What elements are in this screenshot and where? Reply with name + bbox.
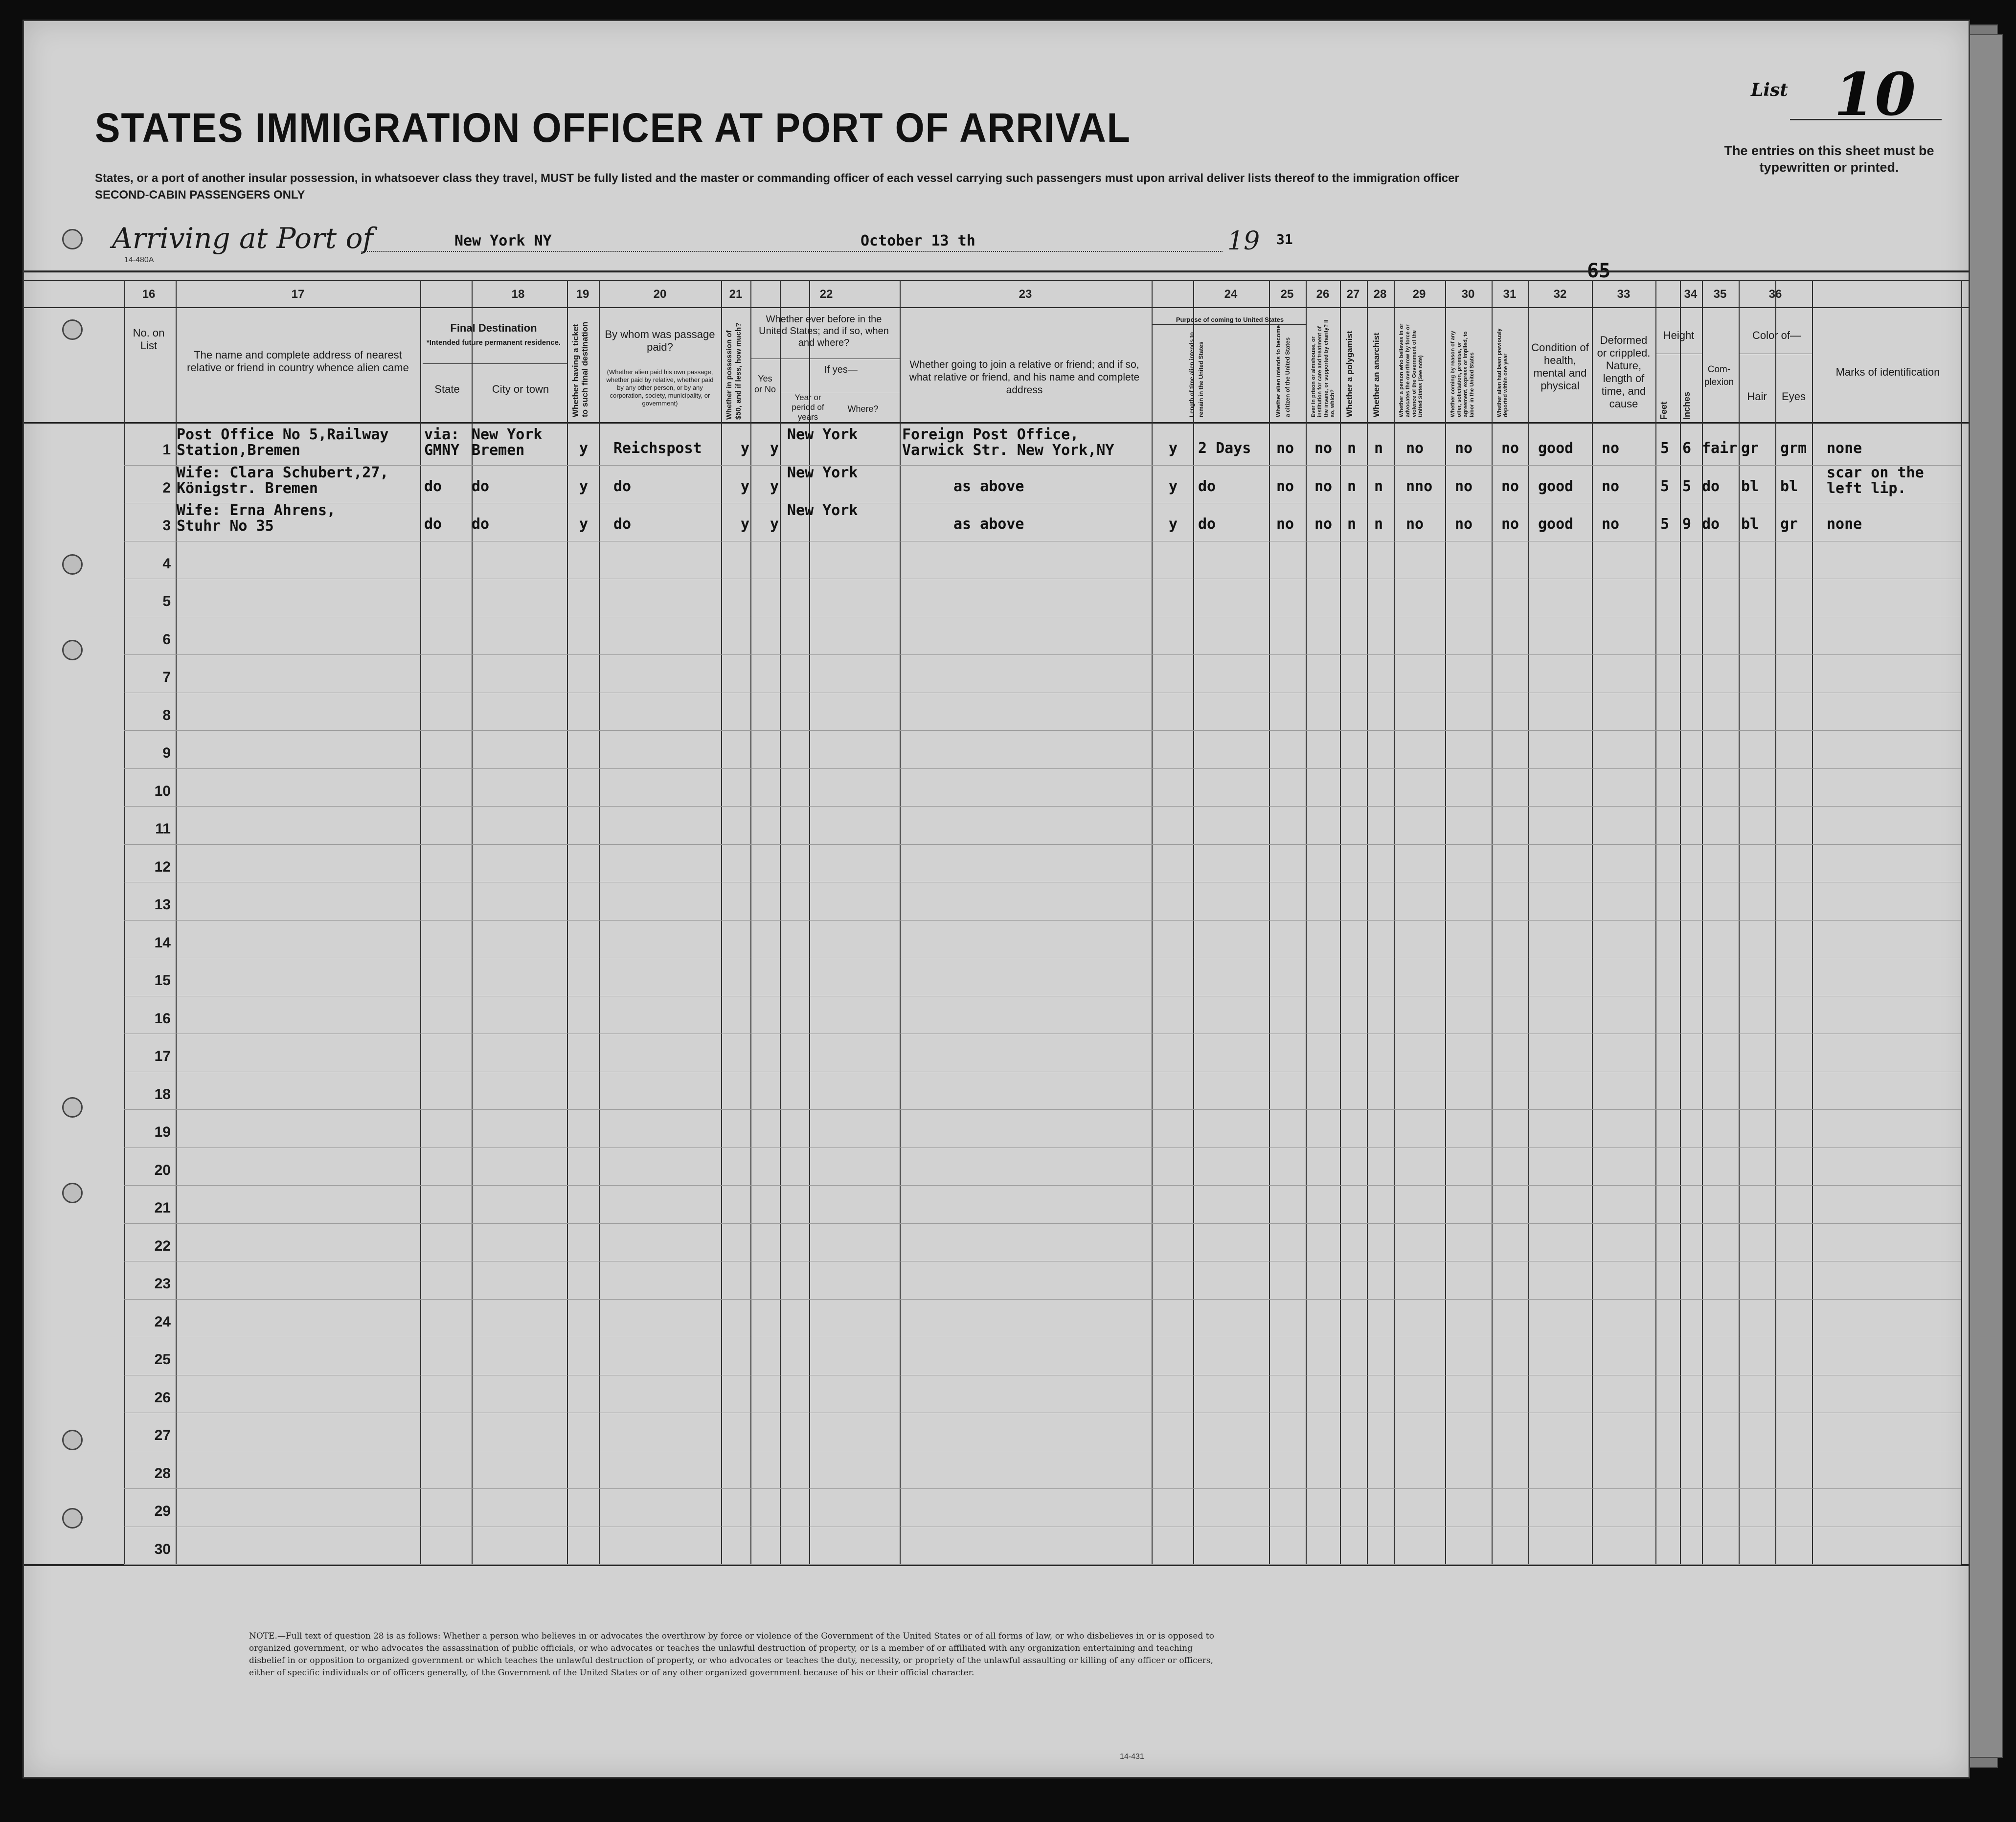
column-number: 18 bbox=[511, 288, 525, 301]
cell-citizen: no bbox=[1276, 477, 1294, 495]
binding-hole bbox=[62, 319, 83, 340]
row-rule bbox=[124, 1147, 1961, 1148]
cell-purpose: y bbox=[1169, 477, 1178, 495]
header-q29: Whether coming by reason of any offer, solicitation, promise, or agreement, express or implied, to labor in the United States bbox=[1450, 331, 1475, 417]
column-number: 29 bbox=[1412, 288, 1426, 301]
column-number: 23 bbox=[1019, 288, 1032, 301]
row-rule bbox=[124, 1299, 1961, 1300]
cell-join: as above bbox=[953, 516, 1024, 533]
row-number: 24 bbox=[154, 1313, 171, 1330]
column-number: 30 bbox=[1461, 288, 1475, 301]
cell-hair: bl bbox=[1741, 477, 1759, 495]
header-q28: Whether a person who believes in or advocates the overthrow by force or violence of the Government of the United States (See note) bbox=[1399, 323, 1424, 417]
cell-q30: no bbox=[1501, 440, 1519, 457]
column-rule bbox=[567, 280, 568, 1564]
cell-eyes: gr bbox=[1780, 516, 1798, 533]
cell-q29: no bbox=[1455, 516, 1473, 533]
row-rule bbox=[124, 768, 1961, 769]
intro-cabin-class: SECOND-CABIN PASSENGERS ONLY bbox=[95, 188, 305, 202]
rule-numbers bbox=[24, 307, 1969, 308]
row-number: 6 bbox=[162, 631, 171, 648]
column-number: 24 bbox=[1224, 288, 1238, 301]
date-value: October 13 th bbox=[861, 232, 975, 249]
row-number: 25 bbox=[154, 1351, 171, 1368]
column-rule bbox=[1152, 280, 1153, 1564]
cell-state: do bbox=[424, 477, 442, 495]
header-inches: Inches bbox=[1682, 391, 1692, 420]
header-paid-by-note: (Whether alien paid his own passage, whether paid by relative, whether paid by any other person, or by any corporation, society, municipality, or government) bbox=[606, 368, 714, 407]
column-rule bbox=[1961, 280, 1962, 1564]
cell-where: New York bbox=[787, 502, 858, 519]
cell-feet: 5 bbox=[1660, 477, 1670, 495]
cell-marks: none bbox=[1827, 516, 1862, 533]
column-number: 17 bbox=[291, 288, 305, 301]
row-rule bbox=[124, 844, 1961, 845]
header-city: City or town bbox=[492, 383, 549, 395]
header-purpose: Purpose of coming to United States bbox=[1176, 316, 1284, 323]
row-rule bbox=[124, 1109, 1961, 1110]
row-number: 13 bbox=[154, 897, 171, 913]
cell-feet: 5 bbox=[1660, 440, 1670, 457]
column-rule bbox=[900, 280, 901, 1564]
cell-q28: no bbox=[1406, 440, 1424, 457]
column-rule bbox=[1492, 280, 1493, 1564]
header-possession: Whether in possession of $50, and if less, how much? bbox=[725, 322, 743, 420]
cell-relative: Wife: Erna Ahrens, bbox=[177, 502, 336, 519]
column-rule bbox=[1394, 280, 1395, 1564]
header-nearest-relative: The name and complete address of nearest relative or friend in country whence alien came bbox=[187, 349, 409, 374]
manifest-sheet bbox=[23, 20, 1970, 1778]
cell-relative: Station,Bremen bbox=[177, 442, 300, 459]
row-number: 27 bbox=[154, 1427, 171, 1443]
row-number: 15 bbox=[154, 972, 171, 989]
cell-money: y bbox=[741, 477, 750, 495]
header-citizen: Whether alien intends to become a citizen of the United States bbox=[1275, 325, 1291, 417]
binding-hole bbox=[62, 1430, 83, 1450]
cell-paid: do bbox=[613, 477, 632, 495]
column-rule bbox=[472, 280, 473, 1564]
cell-marks: scar on the left lip. bbox=[1827, 464, 1924, 497]
column-rule bbox=[599, 280, 600, 1564]
binding-hole bbox=[62, 640, 83, 660]
column-rule bbox=[1269, 280, 1270, 1564]
column-rule bbox=[1739, 280, 1740, 1564]
cell-eyes: grm bbox=[1780, 440, 1807, 457]
column-rule bbox=[1655, 280, 1656, 1564]
column-rule bbox=[1702, 280, 1703, 1564]
column-number: 26 bbox=[1316, 288, 1330, 301]
cell-anarch: n bbox=[1374, 440, 1383, 457]
cell-complexion: do bbox=[1702, 477, 1720, 495]
row-number: 21 bbox=[154, 1200, 171, 1216]
column-number: 16 bbox=[142, 288, 156, 301]
column-rule bbox=[1775, 280, 1776, 1564]
cell-length: do bbox=[1198, 477, 1216, 495]
binding-hole bbox=[62, 1097, 83, 1118]
form-code-top: 14-480A bbox=[124, 256, 154, 264]
column-rule bbox=[420, 280, 421, 1564]
cell-prison: no bbox=[1314, 440, 1333, 457]
cell-before: y bbox=[770, 440, 779, 457]
row-number: 2 bbox=[162, 479, 171, 496]
row-number: 7 bbox=[162, 669, 171, 685]
header-prison: Ever in prison or almshouse, or institution for care and treatment of the insane, or supported by charity? If so, which? bbox=[1311, 319, 1336, 417]
stamp-number: 65 bbox=[1587, 260, 1611, 282]
cell-anarch: n bbox=[1374, 516, 1383, 533]
cell-feet: 5 bbox=[1660, 516, 1670, 533]
cell-state: GMNY bbox=[424, 442, 460, 459]
cell-state: do bbox=[424, 516, 442, 533]
column-rule bbox=[1306, 280, 1307, 1564]
cell-city: do bbox=[472, 477, 490, 495]
list-number: 10 bbox=[1834, 60, 1916, 129]
cell-q29: no bbox=[1455, 477, 1473, 495]
rule-header-bottom bbox=[24, 422, 1969, 424]
cell-q29: no bbox=[1455, 440, 1473, 457]
row-number: 11 bbox=[155, 821, 171, 837]
header-color-of: Color of— bbox=[1752, 329, 1801, 341]
row-number: 5 bbox=[162, 593, 171, 609]
row-number: 23 bbox=[154, 1276, 171, 1292]
header-q30: Whether alien had been previously deported within one year bbox=[1496, 328, 1509, 417]
row-number: 17 bbox=[154, 1048, 171, 1064]
header-state: State bbox=[434, 383, 460, 395]
row-rule bbox=[124, 1223, 1961, 1224]
cell-join: Foreign Post Office, bbox=[902, 426, 1079, 443]
cell-inches: 9 bbox=[1682, 516, 1692, 533]
row-rule bbox=[124, 1488, 1961, 1489]
cell-ticket: y bbox=[579, 440, 589, 457]
subheader-rule bbox=[423, 363, 567, 364]
column-number: 27 bbox=[1346, 288, 1360, 301]
year-prefix: 19 bbox=[1227, 226, 1260, 256]
header-marks: Marks of identification bbox=[1835, 366, 1940, 378]
cell-inches: 5 bbox=[1682, 477, 1692, 495]
cell-citizen: no bbox=[1276, 440, 1294, 457]
cell-city: Bremen bbox=[472, 442, 525, 459]
cell-hair: gr bbox=[1741, 440, 1759, 457]
row-number: 16 bbox=[154, 1010, 171, 1027]
header-final-destination: Final Destination bbox=[450, 322, 537, 334]
row-number: 4 bbox=[162, 555, 171, 572]
row-number: 19 bbox=[154, 1124, 171, 1140]
row-number: 28 bbox=[154, 1465, 171, 1482]
arriving-label: Arriving at Port of bbox=[112, 222, 373, 255]
column-rule bbox=[1193, 280, 1194, 1564]
header-eyes: Eyes bbox=[1782, 390, 1806, 403]
cell-before: y bbox=[770, 477, 779, 495]
header-joining: Whether going to join a relative or friend; and if so, what relative or friend, and his name and complete address bbox=[909, 359, 1140, 396]
row-number: 30 bbox=[154, 1541, 171, 1557]
header-yes-no: Yes or No bbox=[754, 374, 776, 394]
rule-top bbox=[24, 270, 1969, 272]
header-no-on-list: No. on List bbox=[133, 327, 165, 352]
page-title: STATES IMMIGRATION OFFICER AT PORT OF ARRIVAL bbox=[95, 105, 1131, 151]
column-rule bbox=[1812, 280, 1813, 1564]
header-year-period: Year or period of years bbox=[792, 393, 824, 422]
year-value: 31 bbox=[1276, 231, 1293, 247]
header-if-yes: If yes— bbox=[824, 364, 858, 375]
list-underline bbox=[1790, 119, 1942, 120]
row-rule bbox=[124, 806, 1961, 807]
cell-paid: Reichspost bbox=[613, 440, 702, 457]
column-number: 22 bbox=[819, 288, 833, 301]
row-number: 20 bbox=[154, 1162, 171, 1178]
row-number: 10 bbox=[154, 783, 171, 799]
cell-length: do bbox=[1198, 516, 1216, 533]
row-rule bbox=[124, 465, 1961, 466]
cell-q30: no bbox=[1501, 516, 1519, 533]
cell-complexion: do bbox=[1702, 516, 1720, 533]
column-number: 33 bbox=[1617, 288, 1631, 301]
row-rule bbox=[124, 730, 1961, 731]
column-number: 36 bbox=[1768, 288, 1782, 301]
cell-eyes: bl bbox=[1780, 477, 1798, 495]
cell-city: New York bbox=[472, 426, 543, 443]
column-rule bbox=[1445, 280, 1446, 1564]
cell-deformed: no bbox=[1602, 440, 1620, 457]
cell-poly: n bbox=[1347, 477, 1357, 495]
cell-city: do bbox=[472, 516, 490, 533]
footer-note: NOTE.—Full text of question 28 is as follows: Whether a person who believes in or advocates the overthrow by force or violence of the Government of the United States or of all forms of law, or who disbelieves in or is opposed to organized government, or who advocates the assassination of public officials, or who advocates or teaches the unlawful destruction of property, or is a member of or affiliated with any organization entertaining and teaching disbelief in or opposition to organized government or which teaches the unlawful destruction of property, or who advocates or teaches the duty, necessity, or propriety of the unlawful assaulting or killing of any officer or officers, either of specific individuals or of officers generally, of the Government of the United States or of any other organized government because of his or their official character. bbox=[249, 1631, 1214, 1678]
header-deformed: Deformed or crippled. Nature, length of time, and cause bbox=[1597, 334, 1651, 410]
cell-deformed: no bbox=[1602, 477, 1620, 495]
port-value: New York NY bbox=[454, 232, 552, 249]
header-height: Height bbox=[1663, 329, 1695, 341]
cell-health: good bbox=[1538, 477, 1574, 495]
column-number: 28 bbox=[1373, 288, 1387, 301]
row-number: 18 bbox=[154, 1086, 171, 1102]
row-number: 29 bbox=[154, 1503, 171, 1519]
cell-q28: nno bbox=[1406, 477, 1433, 495]
column-rule bbox=[124, 280, 125, 1564]
header-anarchist: Whether an anarchist bbox=[1372, 333, 1381, 417]
cell-relative: Königstr. Bremen bbox=[177, 479, 318, 497]
cell-marks: none bbox=[1827, 440, 1862, 457]
cell-before: y bbox=[770, 516, 779, 533]
cell-complexion: fair bbox=[1702, 440, 1738, 457]
row-number: 3 bbox=[162, 517, 171, 534]
form-code-bottom: 14-431 bbox=[1120, 1753, 1144, 1761]
cell-hair: bl bbox=[1741, 516, 1759, 533]
row-number: 26 bbox=[154, 1389, 171, 1406]
cell-ticket: y bbox=[579, 516, 589, 533]
column-number: 35 bbox=[1713, 288, 1727, 301]
cell-health: good bbox=[1538, 440, 1574, 457]
binding-hole bbox=[62, 229, 83, 249]
column-number: 21 bbox=[729, 288, 743, 301]
cell-state: via: bbox=[424, 426, 460, 443]
cell-relative: Wife: Clara Schubert,27, bbox=[177, 464, 389, 481]
column-number: 25 bbox=[1280, 288, 1294, 301]
binding-hole bbox=[62, 554, 83, 575]
column-rule bbox=[1680, 280, 1681, 1564]
row-rule bbox=[124, 920, 1961, 921]
cell-prison: no bbox=[1314, 477, 1333, 495]
column-rule bbox=[1367, 280, 1368, 1564]
cell-health: good bbox=[1538, 516, 1574, 533]
cell-ticket: y bbox=[579, 477, 589, 495]
column-number: 34 bbox=[1684, 288, 1698, 301]
header-where: Where? bbox=[847, 404, 879, 414]
cell-paid: do bbox=[613, 516, 632, 533]
header-feet: Feet bbox=[1659, 401, 1669, 420]
header-length-stay: Length of time alien intends to remain in the United States bbox=[1188, 332, 1204, 417]
cell-purpose: y bbox=[1169, 440, 1178, 457]
row-number: 14 bbox=[154, 934, 171, 951]
cell-q28: no bbox=[1406, 516, 1424, 533]
header-condition: Condition of health, mental and physical bbox=[1531, 341, 1589, 392]
column-number: 32 bbox=[1553, 288, 1567, 301]
cell-purpose: y bbox=[1169, 516, 1178, 533]
row-rule bbox=[124, 1564, 1961, 1565]
row-number: 22 bbox=[154, 1237, 171, 1254]
cell-money: y bbox=[741, 516, 750, 533]
cell-join: Varwick Str. New York,NY bbox=[902, 442, 1114, 459]
header-polygamist: Whether a polygamist bbox=[1345, 331, 1354, 417]
column-rule bbox=[1528, 280, 1529, 1564]
cell-poly: n bbox=[1347, 516, 1357, 533]
row-rule bbox=[124, 654, 1961, 655]
row-number: 12 bbox=[154, 858, 171, 875]
column-rule bbox=[750, 280, 751, 1564]
cell-where: New York bbox=[787, 464, 858, 481]
row-rule bbox=[124, 1185, 1961, 1186]
header-hair: Hair bbox=[1747, 390, 1767, 403]
cell-relative: Stuhr No 35 bbox=[177, 517, 274, 535]
cell-money: y bbox=[741, 440, 750, 457]
cell-deformed: no bbox=[1602, 516, 1620, 533]
header-final-destination-note: *Intended future permanent residence. bbox=[426, 338, 561, 347]
header-complexion: Com-plexion bbox=[1704, 364, 1734, 387]
column-rule bbox=[1592, 280, 1593, 1564]
cell-join: as above bbox=[953, 477, 1024, 495]
row-number: 9 bbox=[162, 745, 171, 761]
column-rule bbox=[721, 280, 722, 1564]
cell-citizen: no bbox=[1276, 516, 1294, 533]
row-number: 1 bbox=[162, 442, 171, 458]
rule-top-2 bbox=[24, 280, 1969, 281]
arriving-line bbox=[362, 251, 1223, 252]
typewritten-note: The entries on this sheet must be typewritten or printed. bbox=[1724, 143, 1934, 175]
column-rule bbox=[1340, 280, 1341, 1564]
header-paid-by: By whom was passage paid? bbox=[605, 328, 715, 353]
list-label: List bbox=[1751, 80, 1788, 100]
header-ticket: Whether having a ticket to such final destination bbox=[571, 321, 589, 417]
cell-prison: no bbox=[1314, 516, 1333, 533]
column-rule bbox=[780, 280, 781, 1564]
row-number: 8 bbox=[162, 707, 171, 723]
column-number: 20 bbox=[653, 288, 667, 301]
column-number: 19 bbox=[576, 288, 589, 301]
cell-inches: 6 bbox=[1682, 440, 1692, 457]
header-before-in-us: Whether ever before in the United States; and if so, when and where? bbox=[759, 314, 889, 348]
cell-length: 2 Days bbox=[1198, 440, 1251, 457]
cell-relative: Post Office No 5,Railway bbox=[177, 426, 389, 443]
cell-anarch: n bbox=[1374, 477, 1383, 495]
cell-poly: n bbox=[1347, 440, 1357, 457]
cell-where: New York bbox=[787, 426, 858, 443]
column-number: 31 bbox=[1503, 288, 1517, 301]
cell-q30: no bbox=[1501, 477, 1519, 495]
intro-text: States, or a port of another insular possession, in whatsoever class they travel, MUST be fully listed and the master or commanding officer of each vessel carrying such passengers must upon arrival deliver lists thereof to the immigration officer bbox=[95, 172, 1459, 185]
binding-hole bbox=[62, 1508, 83, 1529]
binding-hole bbox=[62, 1183, 83, 1203]
